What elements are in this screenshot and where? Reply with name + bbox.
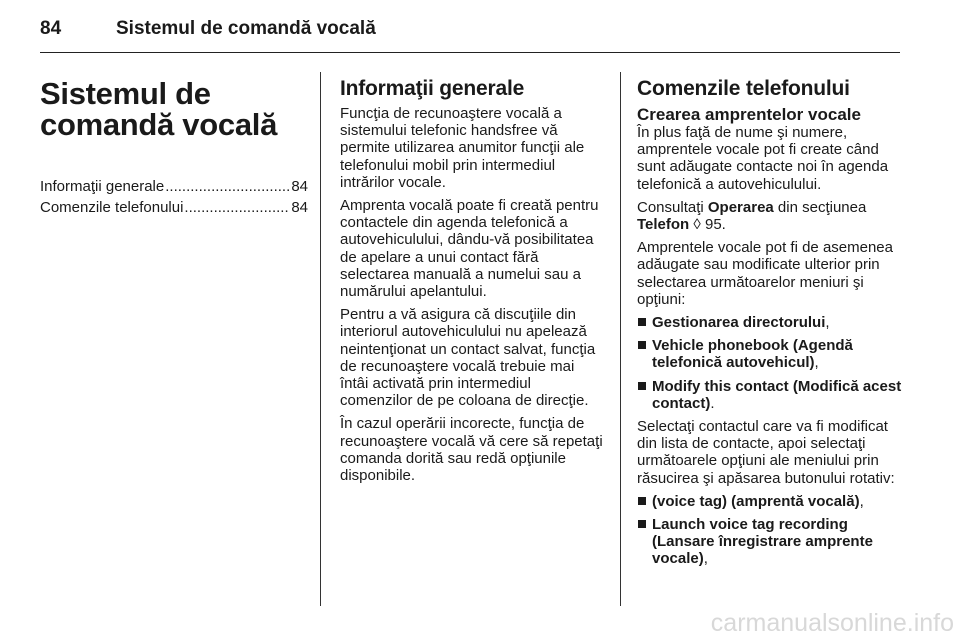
ref-telefon: Telefon xyxy=(637,216,690,234)
subheading-voice-tags: Crearea amprentelor vocale xyxy=(637,105,861,124)
ref-page-link[interactable]: ◊ 95. xyxy=(689,216,726,234)
paragraph: Amprentele vocale pot fi de asemenea adăugate sau modificate ulterior prin selectarea următoarelor meniuri şi opţiuni: xyxy=(637,239,893,308)
bullet-square-icon xyxy=(638,520,646,528)
ref-mid: din secţiunea xyxy=(773,198,867,216)
table-of-contents xyxy=(40,178,308,220)
list-item xyxy=(637,314,907,331)
paragraph: Pentru a vă asigura că discuţiile din interiorul autovehiculului nu apelează neintenţionat un contact salvat, funcţia de recunoaştere vocală trebuie mai întâi activată prin intermediul comenzilor de pe coloana de direcţie. xyxy=(340,306,596,410)
toc-leader-dots xyxy=(165,178,290,195)
toc-entry-page: 84 xyxy=(291,199,308,216)
watermark: carmanualsonline.info xyxy=(710,609,954,637)
list-item-suffix: , xyxy=(825,314,830,332)
bullet-square-icon xyxy=(638,341,646,349)
bullet-square-icon xyxy=(638,382,646,390)
menu-option: Vehicle phonebook (Agendă telefonică autovehicul) xyxy=(652,337,853,372)
column-phone-commands xyxy=(637,74,907,574)
page-number: 84 xyxy=(40,18,62,39)
toc-leader-dots xyxy=(184,199,290,216)
running-title: Sistemul de comandă vocală xyxy=(116,18,376,39)
toc-entry[interactable] xyxy=(40,178,308,199)
list-item xyxy=(637,378,907,412)
ref-operarea: Operarea xyxy=(707,198,774,216)
chapter-title: Sistemul de comandă vocală xyxy=(40,76,278,142)
toc-entry-label: Informaţii generale xyxy=(40,178,165,195)
menu-option: Modify this contact (Modifică acest contact) xyxy=(652,377,902,412)
menu-option: Launch voice tag recording (Lansare înregistrare amprente vocale) xyxy=(652,516,873,568)
toc-entry-label: Comenzile telefonului xyxy=(40,199,184,216)
section-heading-general-info: Informaţii generale xyxy=(340,77,525,100)
ref-prefix: Consultaţi xyxy=(637,198,708,216)
menu-option: (voice tag) (amprentă vocală) xyxy=(652,492,860,510)
list-item-suffix: , xyxy=(703,550,708,568)
paragraph: În plus faţă de nume şi numere, amprentele vocale pot fi create când sunt adăugate contacte noi în agenda telefonică a autovehiculului. xyxy=(637,124,889,193)
paragraph: În cazul operării incorecte, funcţia de recunoaştere vocală vă cere să repetaţi comanda dorită sau redă opţiunile disponibile. xyxy=(340,415,603,485)
list-item-suffix: . xyxy=(710,394,715,412)
section-heading-phone-commands: Comenzile telefonului xyxy=(637,77,850,100)
paragraph-reference xyxy=(637,199,907,233)
list-item-suffix: , xyxy=(814,354,819,372)
paragraph: Funcţia de recunoaştere vocală a sistemului telefonic handsfree vă permite utilizarea anumitor funcţii ale telefonului mobil prin intermediul intrărilor vocale. xyxy=(340,105,585,191)
bullet-square-icon xyxy=(638,318,646,326)
list-item xyxy=(637,337,907,371)
page-header xyxy=(40,12,900,53)
paragraph: Amprenta vocală poate fi creată pentru contactele din agenda telefonică a autovehiculului, dându-vă posibilitatea de apelare a unui contact fără selectarea manuală a numelui sau a numărului apelantului. xyxy=(340,197,599,301)
column-general-info xyxy=(340,74,606,490)
list-item xyxy=(637,516,907,568)
menu-option: Gestionarea directorului xyxy=(652,314,826,332)
column-divider-1 xyxy=(320,72,321,606)
toc-entry-page: 84 xyxy=(291,178,308,195)
column-toc xyxy=(40,74,308,220)
list-item-suffix: , xyxy=(859,492,864,510)
column-divider-2 xyxy=(620,72,621,606)
paragraph: Selectaţi contactul care va fi modificat din lista de contacte, apoi selectaţi următoarele opţiuni ale meniului prin răsucirea şi apăsarea butonului rotativ: xyxy=(637,418,895,487)
toc-entry[interactable] xyxy=(40,199,308,220)
bullet-square-icon xyxy=(638,497,646,505)
list-item xyxy=(637,493,907,510)
